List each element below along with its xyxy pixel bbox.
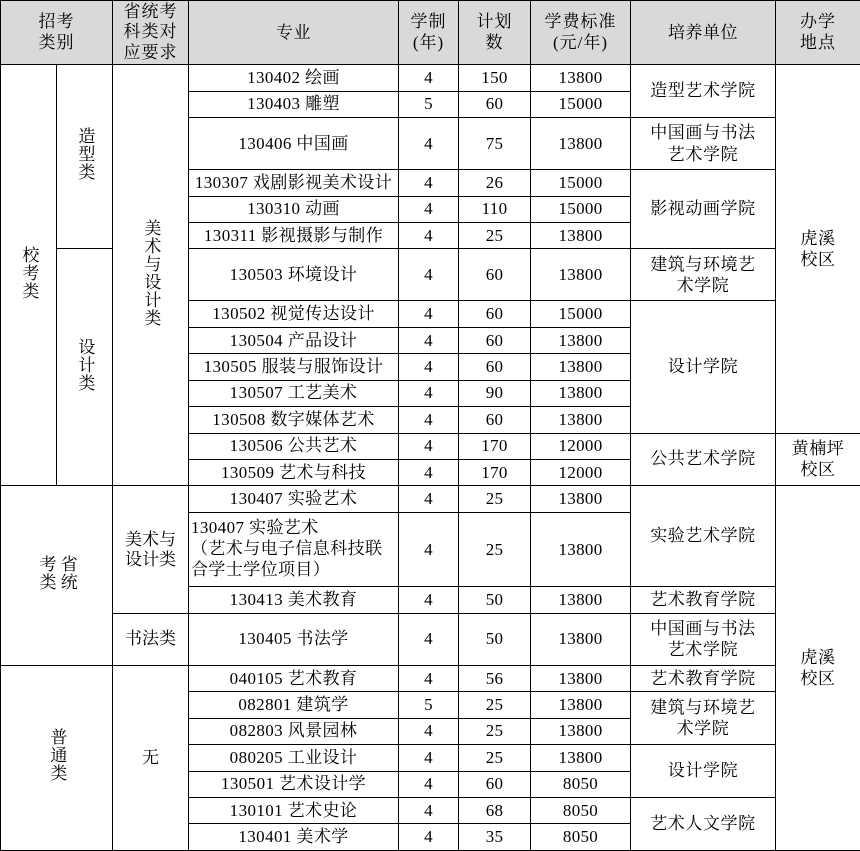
header-plan-count-line-1: 计划: [476, 12, 513, 32]
cell-tuition: 13800: [531, 486, 631, 512]
header-years-line-2: (年): [412, 32, 445, 52]
table-body: [1, 65, 860, 851]
cell-tuition: 8050: [531, 824, 631, 851]
cell-unit: 艺术教育学院: [631, 587, 776, 613]
cell-exam-requirement: 美术与 设计类: [113, 486, 189, 614]
cell-tuition: 13800: [531, 65, 631, 91]
cell-unit: 艺术教育学院: [631, 666, 776, 692]
cell-plan-count: 50: [459, 613, 531, 665]
cell-major: 130407 实验艺术: [189, 486, 399, 512]
cell-site: 黄楠坪 校区: [776, 433, 860, 486]
cell-sub-category: 设计类: [57, 249, 113, 486]
cell-major: 130501 艺术设计学: [189, 771, 399, 797]
cell-plan-count: 25: [459, 512, 531, 587]
cell-years: 4: [399, 512, 459, 587]
cell-tuition: 13800: [531, 407, 631, 433]
cell-years: 4: [399, 301, 459, 327]
cell-years: 4: [399, 380, 459, 406]
cell-years: 5: [399, 91, 459, 117]
cell-tuition: 15000: [531, 170, 631, 196]
cell-tuition: 8050: [531, 798, 631, 824]
cell-tuition: 13800: [531, 692, 631, 718]
cell-years: 4: [399, 613, 459, 665]
cell-tuition: 13800: [531, 249, 631, 301]
cell-major: 130504 产品设计: [189, 327, 399, 353]
cell-tuition: 13800: [531, 718, 631, 744]
cell-plan-count: 35: [459, 824, 531, 851]
cell-plan-count: 25: [459, 222, 531, 248]
cell-plan-count: 60: [459, 91, 531, 117]
cell-tuition: 13800: [531, 587, 631, 613]
cell-unit: 公共艺术学院: [631, 433, 776, 486]
cell-years: 4: [399, 222, 459, 248]
cell-tuition: 13800: [531, 117, 631, 169]
cell-tuition: 12000: [531, 433, 631, 459]
cell-major: 130413 美术教育: [189, 587, 399, 613]
cell-years: 4: [399, 459, 459, 485]
cell-major: 130507 工艺美术: [189, 380, 399, 406]
cell-tuition: 15000: [531, 196, 631, 222]
header-exam-requirement-line-2: 科类对: [123, 22, 178, 42]
cell-tuition: 12000: [531, 459, 631, 485]
header-site-line-1: 办学: [800, 12, 836, 32]
cell-category: 省统 考类: [1, 486, 113, 666]
cell-years: 4: [399, 433, 459, 459]
cell-major: 130508 数字媒体艺术: [189, 407, 399, 433]
header-category-line-2: 类别: [38, 32, 75, 52]
cell-plan-count: 170: [459, 433, 531, 459]
cell-site: 虎溪 校区: [776, 65, 860, 433]
cell-plan-count: 90: [459, 380, 531, 406]
header-tuition-line-1: 学费标准: [544, 12, 617, 32]
cell-tuition: 13800: [531, 380, 631, 406]
header-site-line-2: 地点: [800, 32, 836, 52]
cell-tuition: 13800: [531, 512, 631, 587]
cell-unit: 设计学院: [631, 745, 776, 798]
header-exam-requirement: [113, 1, 189, 65]
cell-tuition: 15000: [531, 301, 631, 327]
table-row: [1, 613, 860, 665]
header-years: [399, 1, 459, 65]
cell-years: 4: [399, 354, 459, 380]
table-header: [1, 1, 860, 65]
header-exam-requirement-line-3: 应要求: [123, 42, 178, 62]
cell-category: 校考类: [1, 65, 57, 486]
cell-years: 4: [399, 798, 459, 824]
cell-plan-count: 25: [459, 745, 531, 771]
cell-major: 130407 实验艺术 （艺术与电子信息科技联 合学士学位项目）: [189, 512, 399, 587]
cell-unit: 造型艺术学院: [631, 65, 776, 118]
cell-years: 4: [399, 771, 459, 797]
header-plan-count: [459, 1, 531, 65]
cell-tuition: 8050: [531, 771, 631, 797]
cell-plan-count: 60: [459, 407, 531, 433]
cell-years: 4: [399, 587, 459, 613]
cell-tuition: 13800: [531, 745, 631, 771]
cell-unit: 设计学院: [631, 301, 776, 433]
cell-major: 130101 艺术史论: [189, 798, 399, 824]
cell-years: 4: [399, 718, 459, 744]
cell-plan-count: 56: [459, 666, 531, 692]
table-row: [1, 666, 860, 692]
cell-plan-count: 60: [459, 354, 531, 380]
cell-plan-count: 60: [459, 771, 531, 797]
cell-major: 130506 公共艺术: [189, 433, 399, 459]
cell-years: 4: [399, 666, 459, 692]
cell-site: 虎溪 校区: [776, 486, 860, 851]
header-tuition-line-2: (元/年): [552, 32, 609, 52]
cell-plan-count: 26: [459, 170, 531, 196]
cell-plan-count: 110: [459, 196, 531, 222]
cell-exam-requirement: 书法类: [113, 613, 189, 665]
cell-unit: 实验艺术学院: [631, 486, 776, 587]
header-category: [1, 1, 113, 65]
cell-tuition: 13800: [531, 666, 631, 692]
cell-sub-category: 造型类: [57, 65, 113, 249]
cell-major: 130405 书法学: [189, 613, 399, 665]
cell-tuition: 13800: [531, 327, 631, 353]
cell-years: 4: [399, 824, 459, 851]
cell-major: 130502 视觉传达设计: [189, 301, 399, 327]
cell-plan-count: 60: [459, 327, 531, 353]
cell-major: 130311 影视摄影与制作: [189, 222, 399, 248]
cell-unit: 影视动画学院: [631, 170, 776, 249]
cell-years: 4: [399, 117, 459, 169]
cell-major: 130403 雕塑: [189, 91, 399, 117]
header-category-line-1: 招考: [38, 12, 75, 32]
header-unit: 培养单位: [631, 1, 776, 65]
cell-major: 040105 艺术教育: [189, 666, 399, 692]
header-major: 专业: [189, 1, 399, 65]
cell-tuition: 13800: [531, 354, 631, 380]
cell-tuition: 13800: [531, 222, 631, 248]
header-plan-count-line-2: 数: [485, 32, 504, 52]
cell-unit: 中国画与书法 艺术学院: [631, 613, 776, 665]
cell-major: 082801 建筑学: [189, 692, 399, 718]
cell-plan-count: 68: [459, 798, 531, 824]
header-tuition: [531, 1, 631, 65]
cell-major: 130505 服装与服饰设计: [189, 354, 399, 380]
table-row: [1, 65, 860, 91]
cell-unit: 中国画与书法 艺术学院: [631, 117, 776, 169]
cell-years: 4: [399, 65, 459, 91]
cell-years: 4: [399, 170, 459, 196]
cell-plan-count: 150: [459, 65, 531, 91]
cell-years: 5: [399, 692, 459, 718]
cell-major: 130307 戏剧影视美术设计: [189, 170, 399, 196]
cell-years: 4: [399, 407, 459, 433]
cell-major: 130402 绘画: [189, 65, 399, 91]
cell-unit: 艺术人文学院: [631, 798, 776, 851]
cell-plan-count: 60: [459, 301, 531, 327]
cell-major: 130406 中国画: [189, 117, 399, 169]
cell-plan-count: 50: [459, 587, 531, 613]
cell-tuition: 13800: [531, 613, 631, 665]
table-row: [1, 486, 860, 512]
cell-tuition: 15000: [531, 91, 631, 117]
cell-major: 130503 环境设计: [189, 249, 399, 301]
cell-plan-count: 60: [459, 249, 531, 301]
cell-years: 4: [399, 486, 459, 512]
cell-unit: 建筑与环境艺 术学院: [631, 249, 776, 301]
cell-years: 4: [399, 196, 459, 222]
cell-major: 130310 动画: [189, 196, 399, 222]
header-years-line-1: 学制: [410, 12, 447, 32]
cell-plan-count: 75: [459, 117, 531, 169]
cell-plan-count: 25: [459, 486, 531, 512]
cell-major: 080205 工业设计: [189, 745, 399, 771]
cell-plan-count: 25: [459, 692, 531, 718]
cell-major: 130509 艺术与科技: [189, 459, 399, 485]
cell-plan-count: 25: [459, 718, 531, 744]
cell-major: 130401 美术学: [189, 824, 399, 851]
cell-plan-count: 170: [459, 459, 531, 485]
cell-unit: 建筑与环境艺 术学院: [631, 692, 776, 745]
cell-years: 4: [399, 249, 459, 301]
header-row: [1, 1, 860, 65]
cell-major: 082803 风景园林: [189, 718, 399, 744]
cell-years: 4: [399, 745, 459, 771]
header-site: [776, 1, 860, 65]
cell-years: 4: [399, 327, 459, 353]
cell-exam-requirement: 美术与设计类: [113, 65, 189, 486]
cell-category: 普通类: [1, 666, 113, 851]
cell-exam-requirement: 无: [113, 666, 189, 851]
header-exam-requirement-line-1: 省统考: [123, 2, 178, 21]
